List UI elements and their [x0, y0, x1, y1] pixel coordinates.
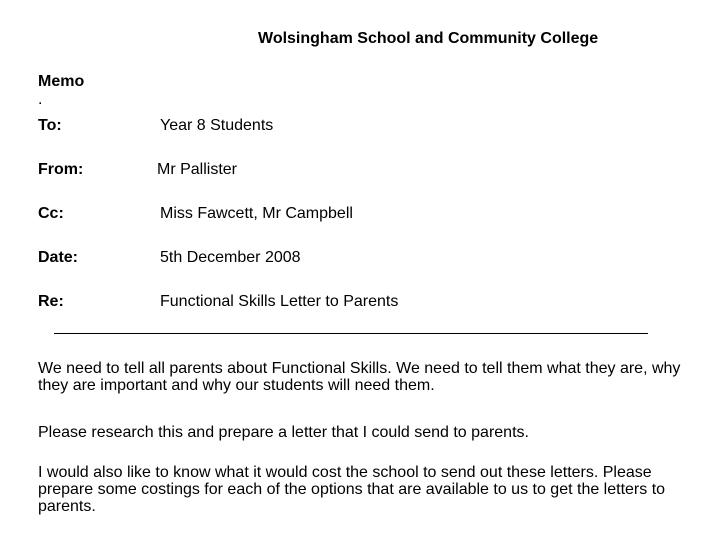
date-value: 5th December 2008 — [160, 249, 301, 266]
cc-value: Miss Fawcett, Mr Campbell — [160, 205, 353, 222]
re-value: Functional Skills Letter to Parents — [160, 293, 399, 310]
body-paragraph-3: I would also like to know what it would cost the school to send out these letters. Please prepare some costings for each of the options that are available to us to get the letters to parents. — [38, 464, 666, 515]
to-label: To: — [38, 117, 62, 134]
to-value: Year 8 Students — [160, 117, 274, 134]
from-value: Mr Pallister — [157, 161, 238, 178]
memo-dot: . — [38, 91, 43, 108]
divider-rule — [54, 315, 648, 334]
memo-heading: Memo — [38, 73, 85, 90]
cc-label: Cc: — [38, 205, 64, 222]
document-header-title: Wolsingham School and Community College — [258, 30, 599, 47]
re-label: Re: — [38, 293, 64, 310]
date-label: Date: — [38, 249, 79, 266]
from-label: From: — [38, 161, 84, 178]
body-paragraph-2: Please research this and prepare a letter that I could send to parents. — [38, 424, 529, 441]
body-paragraph-1: We need to tell all parents about Functional Skills. We need to tell them what they are, why they are important and why our students will need them. — [38, 360, 681, 394]
